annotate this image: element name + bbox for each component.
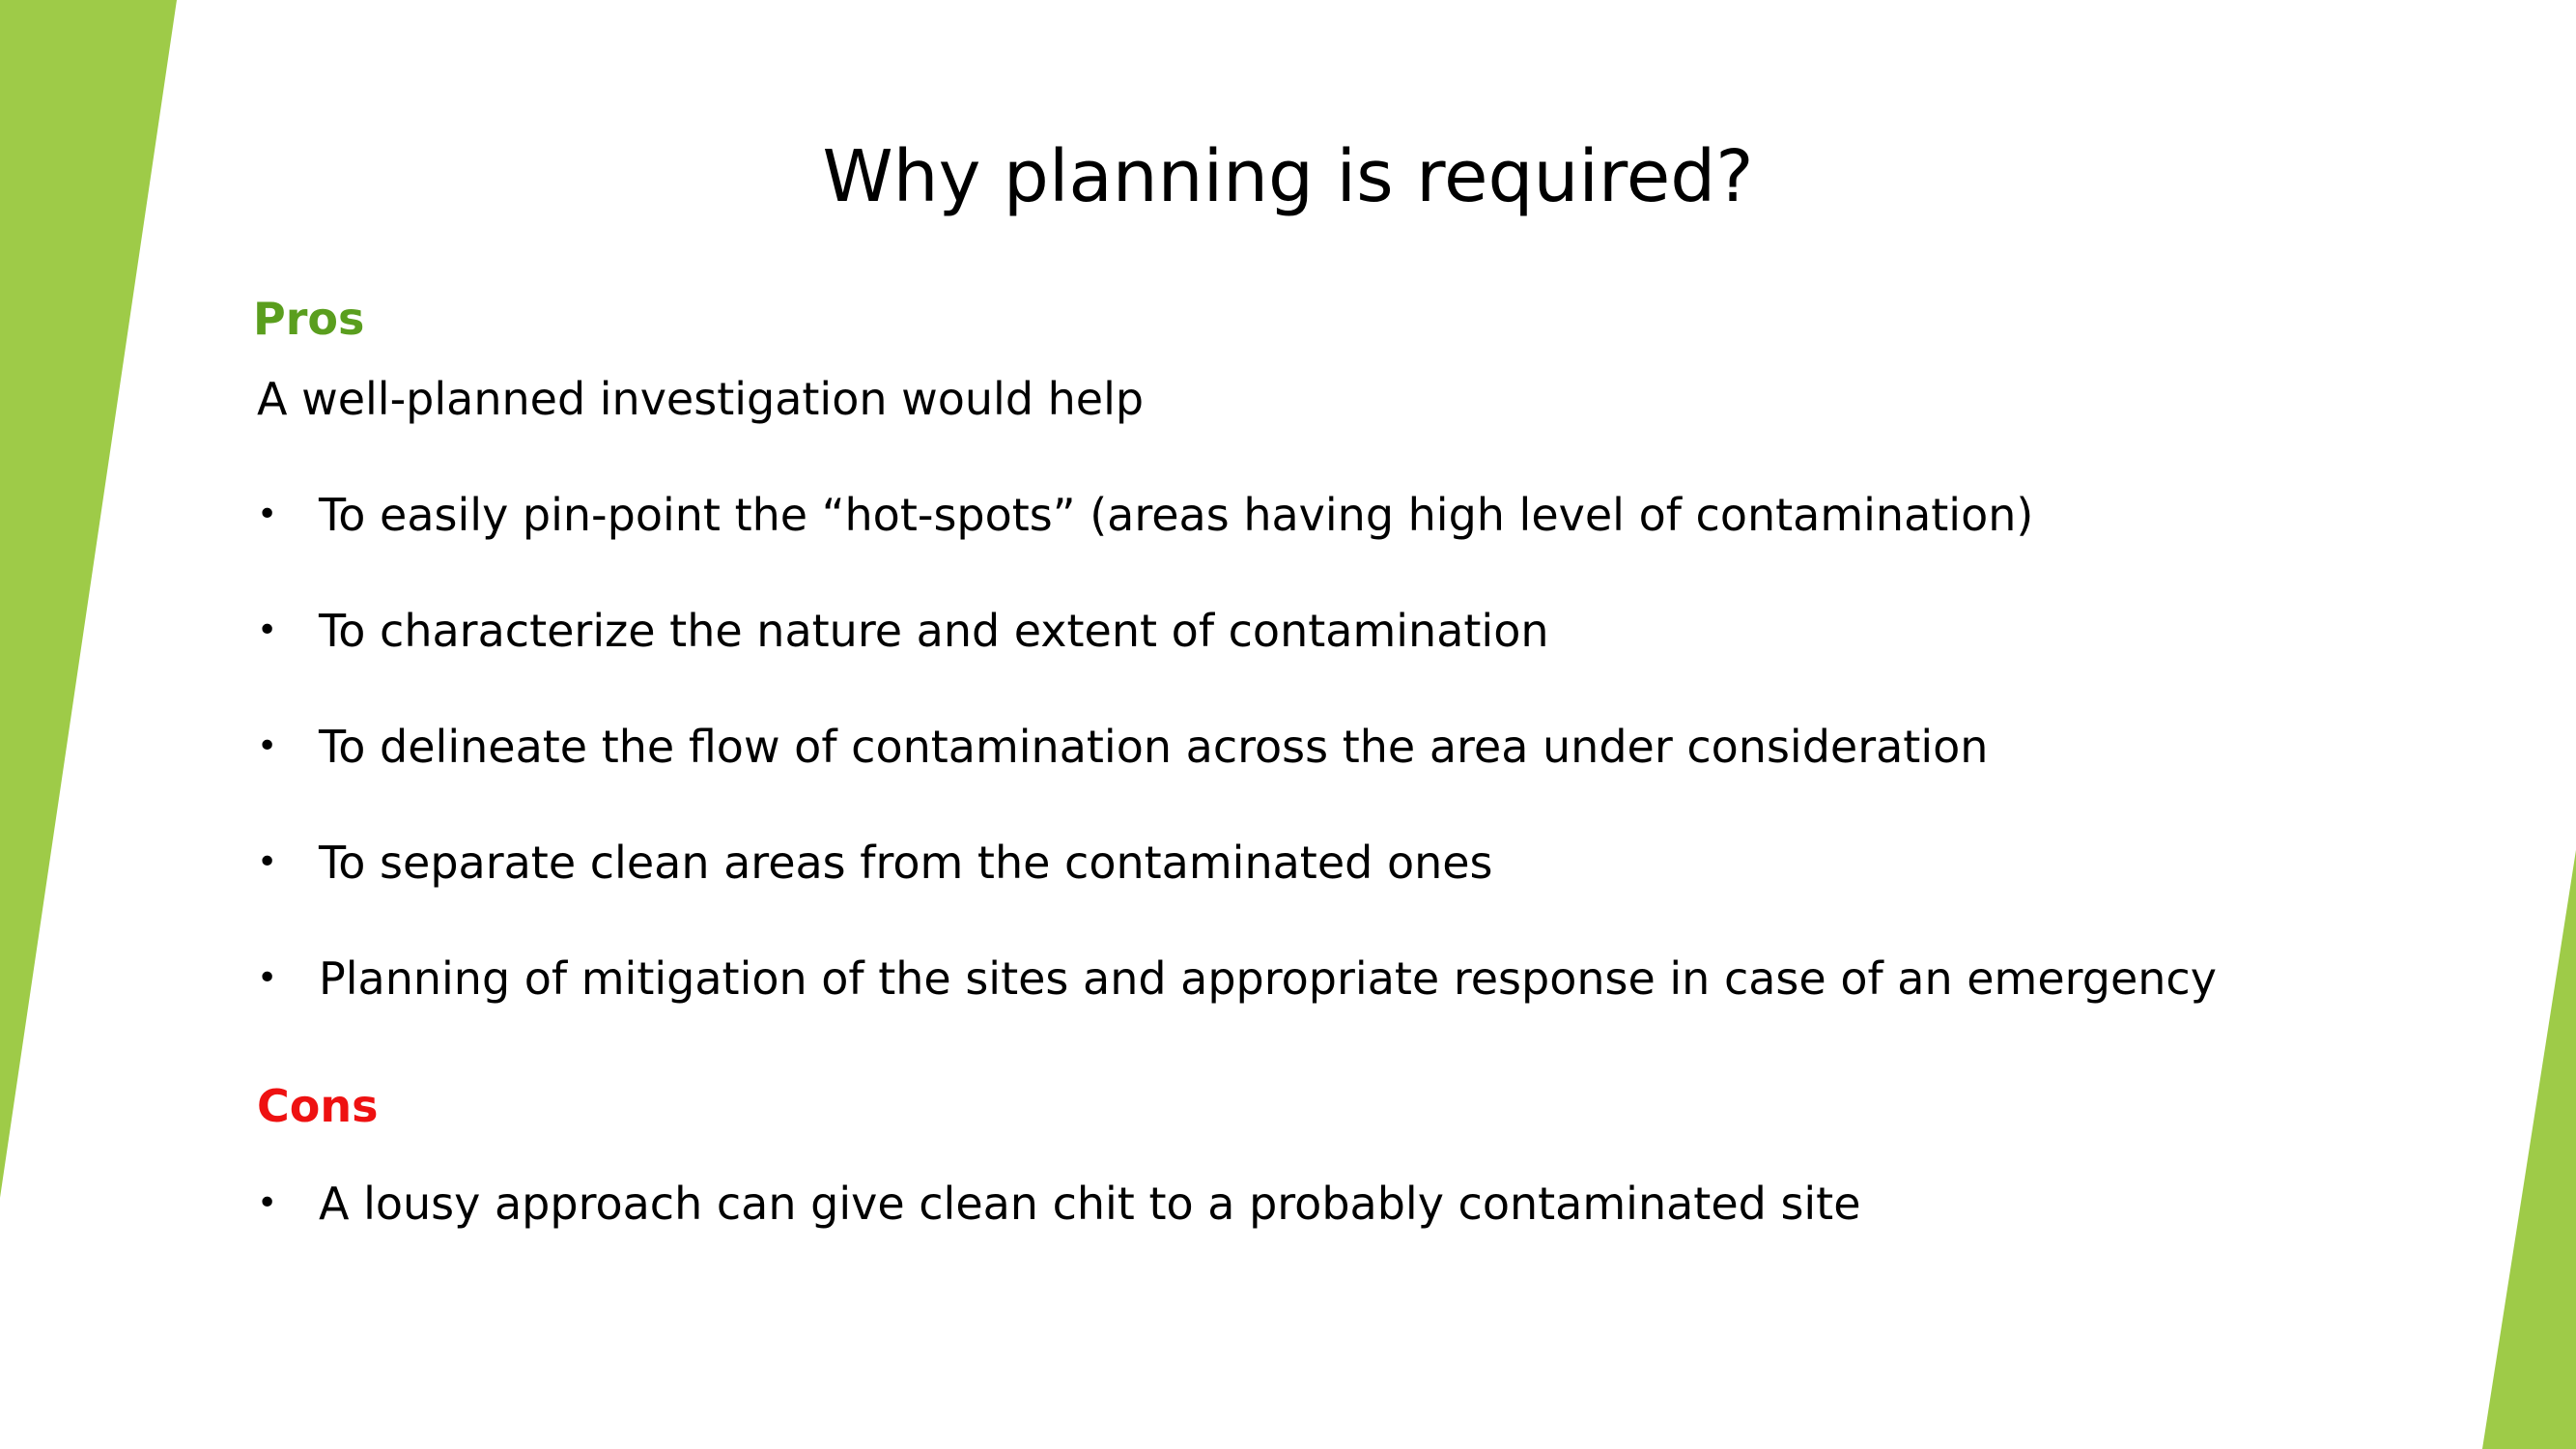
bullet-icon: • [257, 842, 278, 882]
bullet-text: To separate clean areas from the contaminated ones [319, 837, 1493, 889]
bullet-text: A lousy approach can give clean chit to a probably contaminated site [319, 1178, 1861, 1230]
pros-intro: A well-planned investigation would help [257, 373, 1145, 425]
bullet-icon: • [257, 495, 278, 534]
bullet-icon: • [257, 958, 278, 998]
pros-heading: Pros [253, 293, 365, 345]
cons-heading: Cons [257, 1080, 379, 1132]
right-accent-stripe [2482, 850, 2576, 1449]
bullet-text: Planning of mitigation of the sites and appropriate response in case of an emergency [319, 952, 2217, 1005]
bullet-icon: • [257, 1183, 278, 1223]
bullet-text: To easily pin-point the “hot-spots” (areas having high level of contamination) [319, 489, 2034, 541]
bullet-text: To characterize the nature and extent of contamination [319, 605, 1549, 657]
bullet-text: To delineate the flow of contamination across the area under consideration [319, 721, 1989, 773]
bullet-icon: • [257, 611, 278, 650]
slide-title: Why planning is required? [822, 135, 1754, 218]
bullet-icon: • [257, 726, 278, 766]
